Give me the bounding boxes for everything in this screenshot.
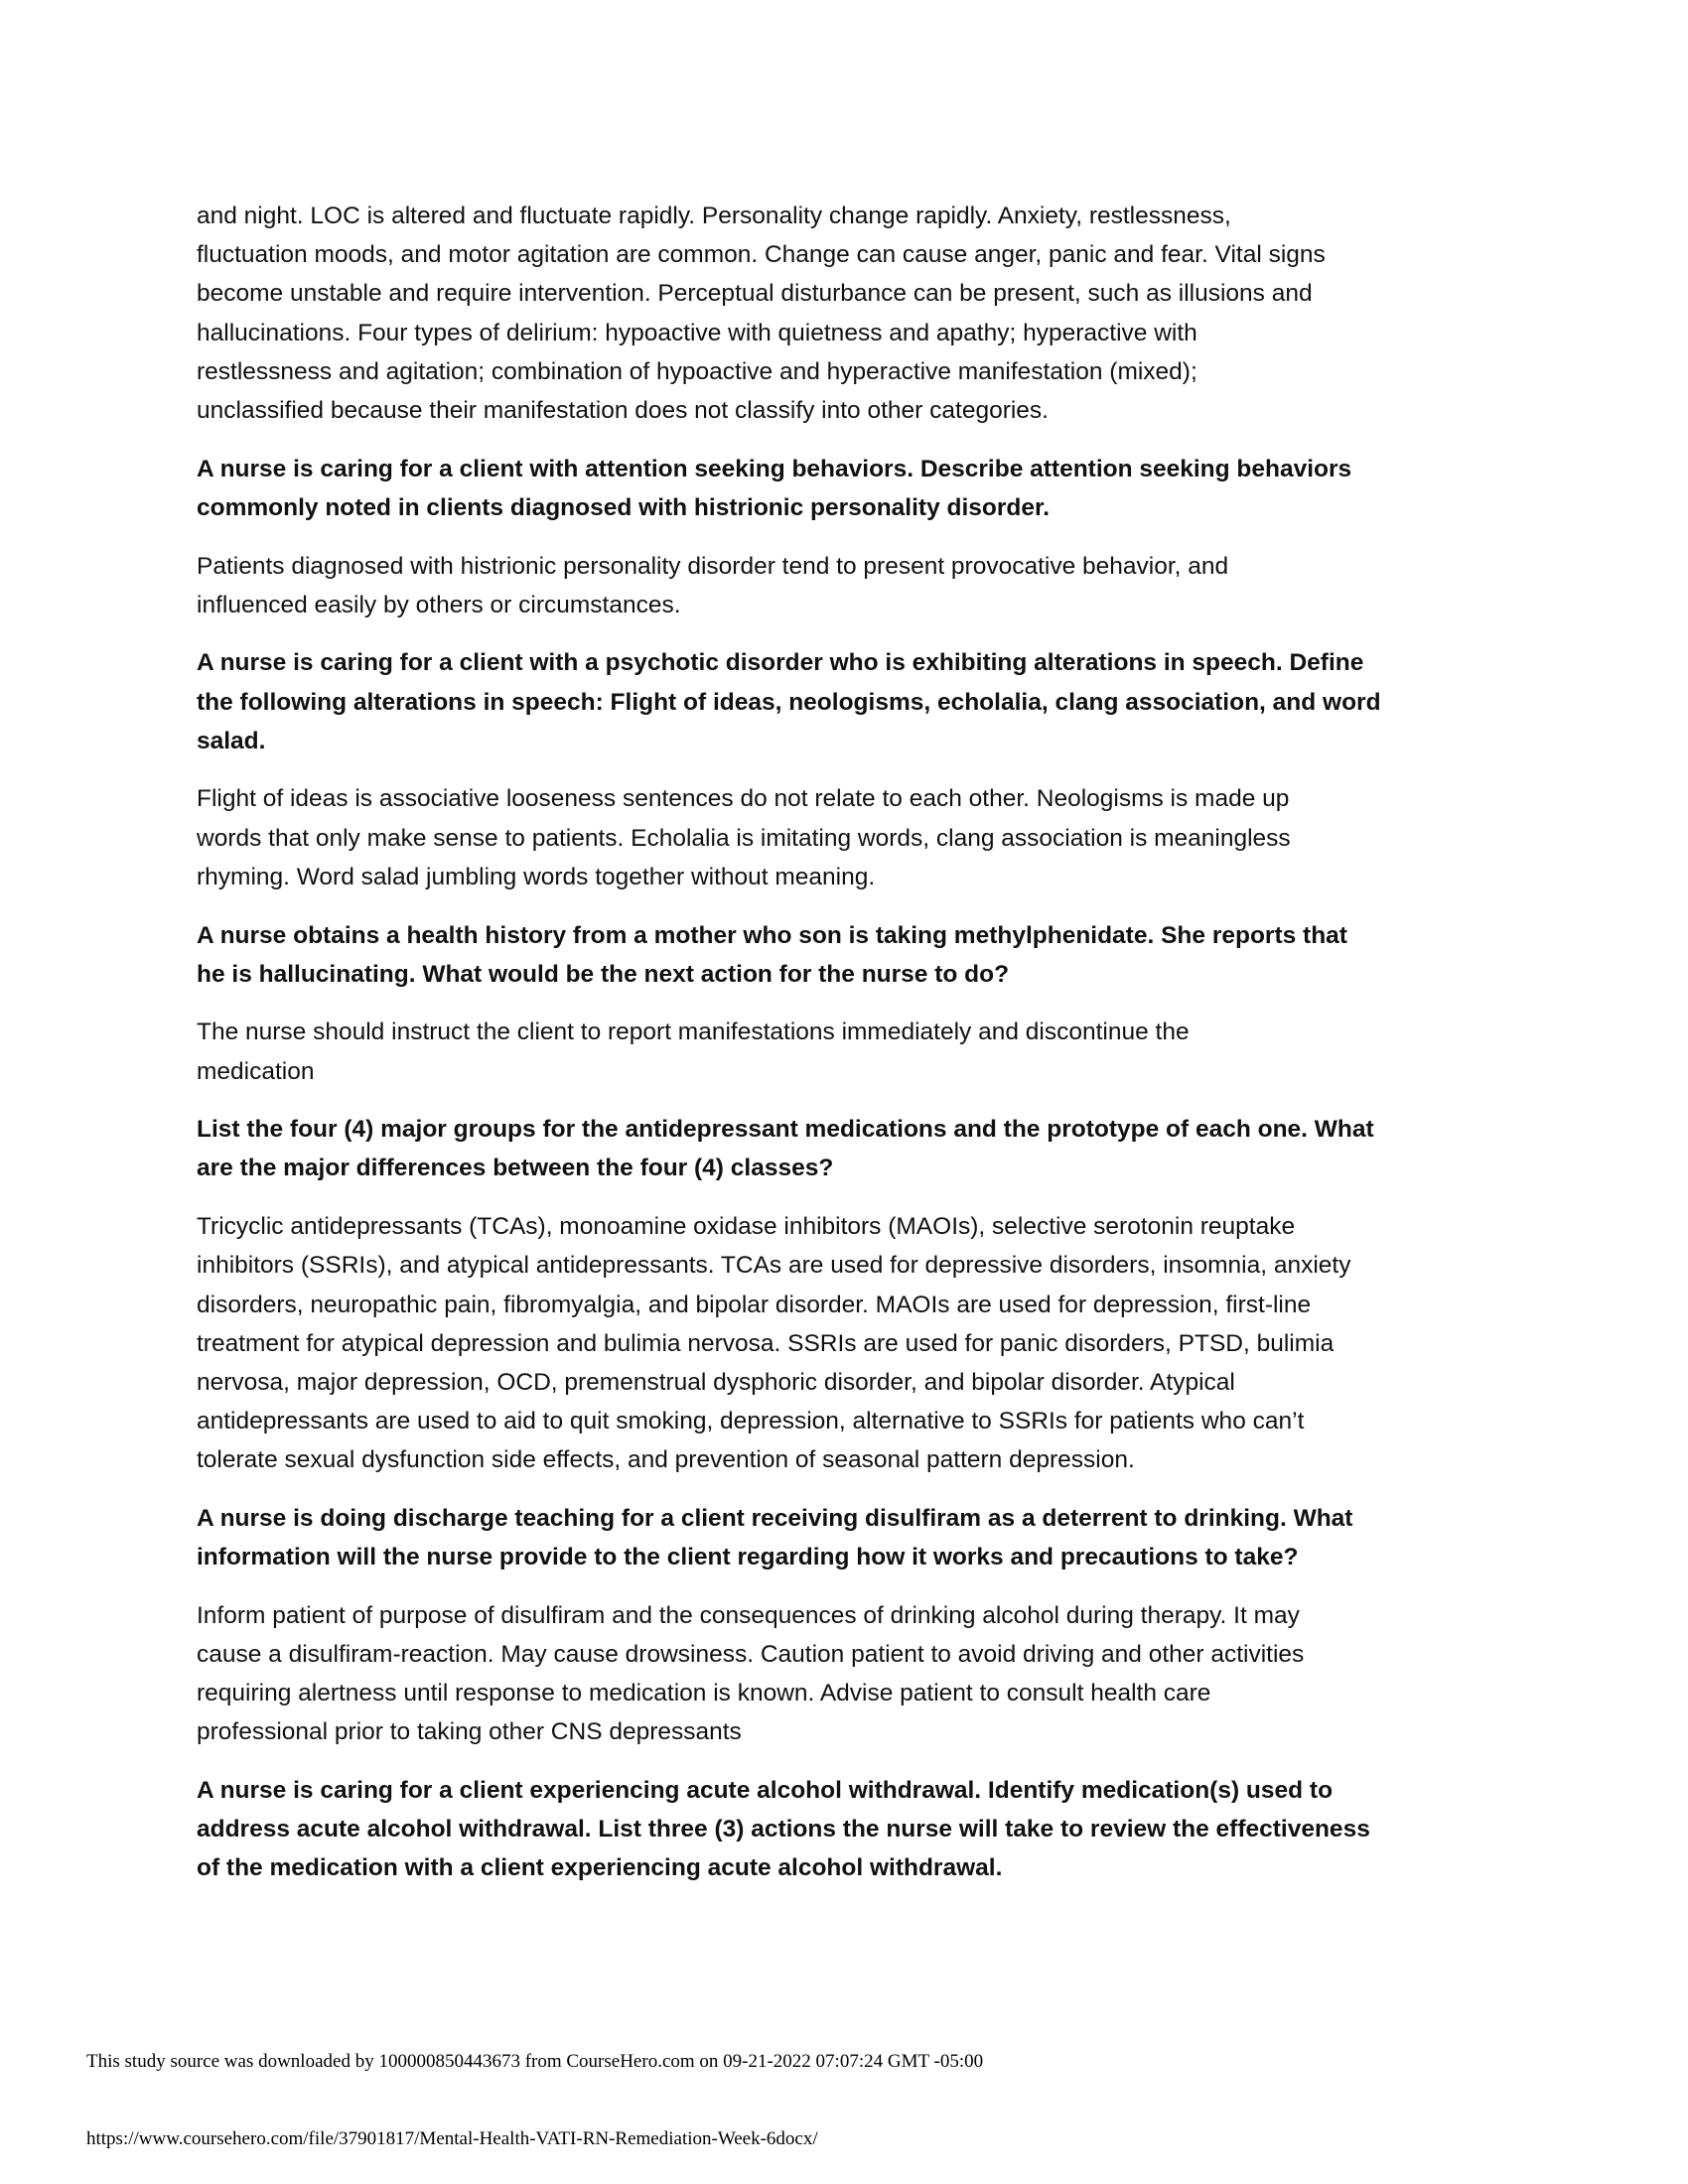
text-line: hallucinations. Four types of delirium: hypoactive with quietness and apathy; hyperactive with [197,319,1197,346]
text-line: A nurse is doing discharge teaching for a client receiving disulfiram as a deterrent to drinking. What [197,1504,1353,1532]
text-line: Inform patient of purpose of disulfiram and the consequences of drinking alcohol during therapy. It may [197,1601,1300,1629]
text-line: A nurse obtains a health history from a mother who son is taking methylphenidate. She reports that [197,921,1347,949]
text-line: unclassified because their manifestation does not classify into other categories. [197,396,1049,424]
text-line: tolerate sexual dysfunction side effects, and prevention of seasonal pattern depression. [197,1446,1135,1474]
text-line: and night. LOC is altered and fluctuate rapidly. Personality change rapidly. Anxiety, restlessness, [197,203,1231,229]
text-line: become unstable and require intervention. Perceptual disturbance can be present, such as illusions and [197,280,1313,308]
answer-paragraph [197,1013,1507,1090]
question-paragraph [197,643,1507,760]
text-line: List the four (4) major groups for the antidepressant medications and the prototype of each one. What [197,1116,1374,1144]
text-line: A nurse is caring for a client with a psychotic disorder who is exhibiting alterations in speech. Define [197,649,1364,677]
question-paragraph [197,1499,1507,1576]
text-line: cause a disulfiram-reaction. May cause drowsiness. Caution patient to avoid driving and other activities [197,1641,1305,1668]
document-body [197,197,1507,1907]
text-line: antidepressants are used to aid to quit smoking, depression, alternative to SSRIs for patients who can’t [197,1408,1305,1435]
text-line: professional prior to taking other CNS depressants [197,1718,742,1746]
text-line: fluctuation moods, and motor agitation are common. Change can cause anger, panic and fear. Vital signs [197,241,1326,269]
question-paragraph [197,916,1507,994]
question-paragraph [197,450,1507,527]
question-paragraph [197,1110,1507,1187]
text-line: Tricyclic antidepressants (TCAs), monoamine oxidase inhibitors (MAOIs), selective serotonin reuptake [197,1213,1296,1241]
text-line: disorders, neuropathic pain, fibromyalgia, and bipolar disorder. MAOIs are used for depression, first-line [197,1291,1312,1318]
text-line: commonly noted in clients diagnosed with histrionic personality disorder. [197,493,1050,521]
text-line: he is hallucinating. What would be the next action for the nurse to do? [197,960,1010,988]
text-line: medication [197,1057,315,1085]
text-line: A nurse is caring for a client experiencing acute alcohol withdrawal. Identify medication(s) used to [197,1777,1334,1805]
text-line: Flight of ideas is associative looseness sentences do not relate to each other. Neologisms is made up [197,785,1290,813]
source-url: https://www.coursehero.com/file/37901817/Mental-Health-VATI-RN-Remediation-Week-6docx/ [86,2128,818,2149]
answer-paragraph [197,779,1507,896]
answer-paragraph [197,1596,1507,1752]
text-line: inhibitors (SSRIs), and atypical antidepressants. TCAs are used for depressive disorders, insomnia, anxiety [197,1252,1351,1280]
text-line: rhyming. Word salad jumbling words together without meaning. [197,863,876,890]
answer-paragraph [197,197,1507,430]
download-notice: This study source was downloaded by 100000850443673 from CourseHero.com on 09-21-2022 07:07:24 GMT -05:00 [86,2051,984,2072]
answer-paragraph [197,547,1507,624]
text-line: information will the nurse provide to the client regarding how it works and precautions to take? [197,1544,1299,1571]
text-line: the following alterations in speech: Flight of ideas, neologisms, echolalia, clang association, and word [197,688,1381,716]
text-line: requiring alertness until response to medication is known. Advise patient to consult health care [197,1680,1211,1707]
text-line: address acute alcohol withdrawal. List three (3) actions the nurse will take to review the effectiveness [197,1816,1370,1843]
text-line: restlessness and agitation; combination of hypoactive and hyperactive manifestation (mixed); [197,357,1197,385]
text-line: of the medication with a client experiencing acute alcohol withdrawal. [197,1854,1003,1882]
text-line: Patients diagnosed with histrionic personality disorder tend to present provocative behavior, and [197,552,1229,580]
text-line: A nurse is caring for a client with attention seeking behaviors. Describe attention seeking behaviors [197,455,1352,482]
text-line: influenced easily by others or circumstances. [197,591,681,618]
text-line: treatment for atypical depression and bulimia nervosa. SSRIs are used for panic disorders, PTSD, bulimia [197,1329,1335,1357]
question-paragraph [197,1771,1507,1888]
text-line: nervosa, major depression, OCD, premenstrual dysphoric disorder, and bipolar disorder. Atypical [197,1368,1235,1396]
text-line: salad. [197,727,266,754]
answer-paragraph [197,1207,1507,1479]
text-line: The nurse should instruct the client to report manifestations immediately and discontinue the [197,1019,1190,1046]
text-line: words that only make sense to patients. Echolalia is imitating words, clang association is meaningless [197,824,1291,852]
text-line: are the major differences between the four (4) classes? [197,1155,834,1182]
